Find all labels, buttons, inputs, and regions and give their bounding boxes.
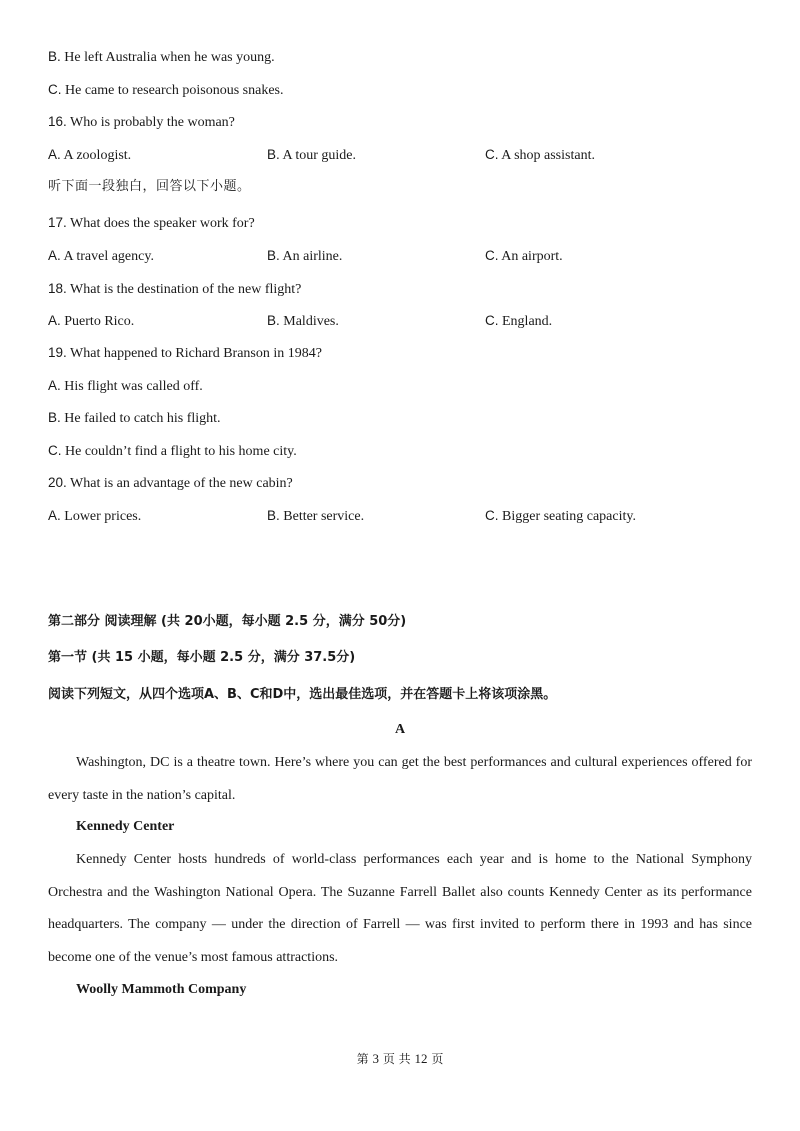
option-text: England. [502,314,553,329]
option-text: Puerto Rico. [64,314,135,329]
option-text: Lower prices. [64,509,142,524]
option-letter: A. [48,147,61,162]
question-number: 18. [48,281,67,296]
q18-option-b [267,312,339,331]
option-letter: C. [48,82,62,97]
option-letter: C. [48,443,62,458]
reading-instruction: 阅读下列短文，从四个选项A、B、C和D中，选出最佳选项，并在答题卡上将该项涂黑。 [48,687,557,702]
footer-suffix: 页 [431,1052,444,1066]
option-letter: A. [48,508,61,523]
option-text: A travel agency. [63,249,154,264]
question-text: Who is probably the woman? [70,115,235,130]
q18-option-c [485,312,552,331]
woolly-mammoth-heading: Woolly Mammoth Company [76,982,247,997]
kennedy-center-heading: Kennedy Center [76,819,175,834]
option-text: A shop assistant. [501,148,595,163]
q17-option-c [485,247,563,266]
question-number: 19. [48,345,67,360]
q17-option-a [48,247,154,266]
question-number: 17. [48,215,67,230]
q17-option-b [267,247,342,266]
option-letter: A. [48,378,61,393]
footer-prefix: 第 [356,1052,369,1066]
q20-option-a [48,507,141,526]
page-number: 3 [372,1051,379,1066]
q20-option-c [485,507,636,526]
question-17 [48,214,255,233]
question-text: What happened to Richard Branson in 1984? [70,346,322,361]
q20-option-b [267,507,364,526]
monologue-instruction: 听下面一段独白，回答以下小题。 [48,179,251,194]
option-text: He couldn’t find a flight to his home city. [65,444,297,459]
option-letter: A. [48,313,61,328]
option-letter: B. [267,313,280,328]
passage-label: A [394,722,406,737]
option-text: A tour guide. [282,148,356,163]
q15-option-b [48,48,275,67]
option-letter: B. [267,508,280,523]
q18-option-a [48,312,134,331]
q16-option-b [267,146,356,165]
question-18 [48,280,301,299]
footer-mid: 页 共 [382,1052,411,1066]
q19-option-c [48,442,297,461]
q15-option-c [48,81,283,100]
q16-option-c [485,146,595,165]
option-text: He failed to catch his flight. [64,411,221,426]
kennedy-center-paragraph: Kennedy Center hosts hundreds of world-class performances each year and is home to the National Symphony Orchestra and the Washington National Opera. The Suzanne Farrell Ballet also counts Kennedy Center as its performance headquarters. The company — under the direction of Farrell — was first invited to perform there in 1993 and has since become one of the venue’s most famous attractions. [48,852,752,965]
option-text: Maldives. [283,314,339,329]
option-text: An airline. [282,249,343,264]
option-letter: C. [485,508,499,523]
passage-intro: Washington, DC is a theatre town. Here’s where you can get the best performances and cultural experiences offered for every taste in the nation’s capital. [48,755,752,803]
question-text: What is the destination of the new flight? [70,282,302,297]
part-two-title: 第二部分 阅读理解 (共 20小题，每小题 2.5 分，满分 50分) [48,614,407,629]
option-letter: B. [267,248,280,263]
question-number: 20. [48,475,67,490]
option-letter: C. [485,248,499,263]
option-text: He came to research poisonous snakes. [65,83,284,98]
question-20 [48,474,293,493]
option-letter: B. [48,49,61,64]
option-text: Bigger seating capacity. [502,509,636,524]
option-text: He left Australia when he was young. [64,50,275,65]
section-one-title: 第一节 (共 15 小题，每小题 2.5 分，满分 37.5分) [48,650,356,665]
page-total: 12 [414,1051,428,1066]
q16-option-a [48,146,131,165]
option-letter: C. [485,313,499,328]
page-footer [0,1050,800,1067]
option-letter: A. [48,248,61,263]
option-letter: B. [267,147,280,162]
q19-option-a [48,377,203,396]
question-number: 16. [48,114,67,129]
question-text: What does the speaker work for? [70,216,255,231]
question-16 [48,113,235,132]
option-text: A zoologist. [63,148,132,163]
option-letter: B. [48,410,61,425]
question-text: What is an advantage of the new cabin? [70,476,293,491]
option-text: An airport. [501,249,563,264]
option-text: Better service. [283,509,365,524]
option-letter: C. [485,147,499,162]
question-19 [48,344,322,363]
option-text: His flight was called off. [64,379,203,394]
q19-option-b [48,409,221,428]
